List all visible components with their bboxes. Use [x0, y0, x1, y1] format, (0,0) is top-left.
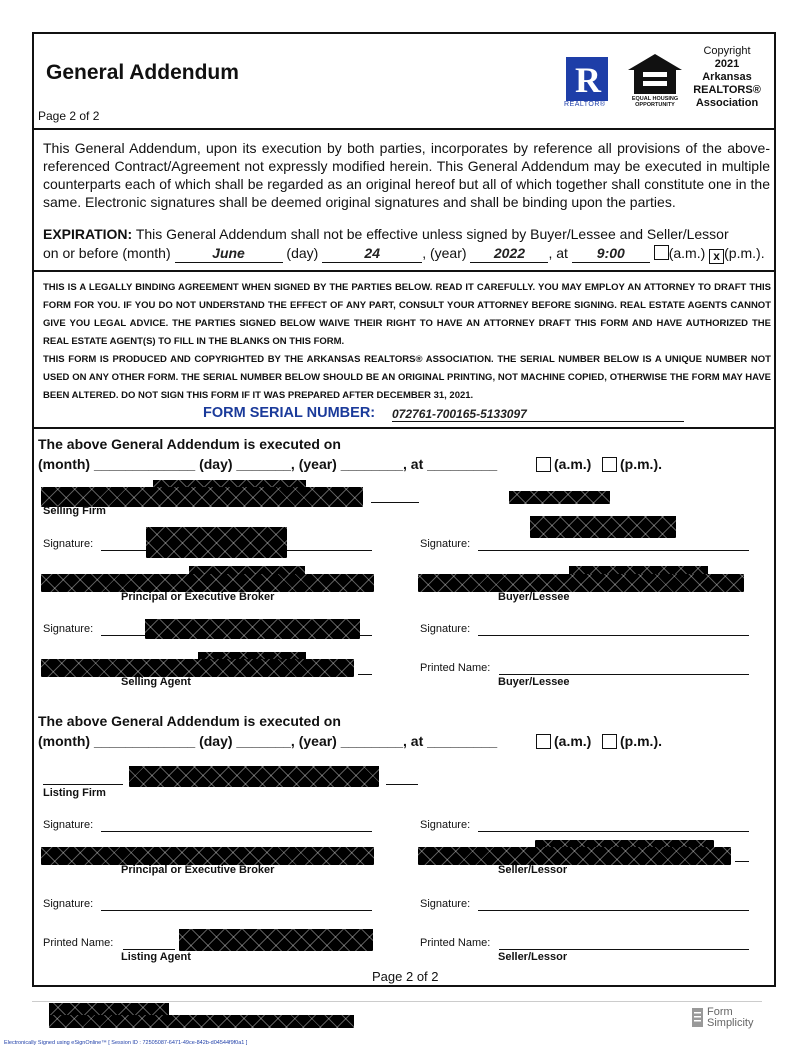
signature-line: [735, 861, 749, 862]
page-footer-label: Page 2 of 2: [372, 969, 439, 984]
copyright-year: 2021: [714, 58, 740, 70]
page-label: Page 2 of 2: [38, 109, 100, 123]
year-label: , (year): [422, 245, 467, 261]
exec2-pm-checkbox[interactable]: [602, 734, 617, 749]
printed-name-line[interactable]: [499, 674, 749, 675]
brand-line: Form: [707, 1006, 733, 1018]
printed-name-label: Printed Name:: [420, 662, 491, 674]
redaction: [530, 516, 676, 538]
printed-name-line[interactable]: [499, 949, 749, 950]
signature-label: Signature:: [420, 538, 471, 550]
expiration-text: on or before (month): [43, 245, 171, 261]
signature-line: [358, 674, 372, 675]
copyright-line: Copyright: [703, 45, 751, 57]
form-title: General Addendum: [46, 61, 239, 84]
exec1-pm-label: (p.m.).: [620, 456, 662, 472]
exec2-pm-label: (p.m.).: [620, 733, 662, 749]
am-label: (a.m.): [668, 245, 706, 261]
selling-agent-label: Selling Agent: [121, 676, 191, 688]
seller-lessor-label: Seller/Lessor: [498, 864, 568, 876]
exec-heading: The above General Addendum is executed on: [38, 436, 341, 452]
exec1-pm-checkbox[interactable]: [602, 457, 617, 472]
redaction: [146, 527, 287, 558]
redaction: [145, 619, 360, 639]
exec-date-line: (month) _____________ (day) _______, (year) ________, at _________: [38, 456, 498, 472]
realtor-logo: R: [566, 57, 608, 101]
redaction: [129, 766, 379, 787]
redaction: [41, 659, 354, 677]
serial-label: FORM SERIAL NUMBER:: [203, 405, 376, 421]
printed-name-line[interactable]: [123, 949, 175, 950]
signature-label: Signature:: [43, 623, 94, 635]
form-simplicity-brand: [707, 1007, 753, 1029]
legal-paragraph: THIS IS A LEGALLY BINDING AGREEMENT WHEN SIGNED BY THE PARTIES BELOW. READ IT CAREFULLY. YOU MAY EMPLOY AN ATTORNEY TO DRAFT THIS FORM FOR YOU. IF YOU DO NOT UNDERSTAND THE EFFECT OF ANY PART, CONSULT YOUR ATTORNEY BEFORE SIGNING. REAL ESTATE AGENTS CANNOT GIVE YOU LEGAL ADVICE. THE PARTIES SIGNED BELOW WAIVE THEIR RIGHT TO HAVE AN ATTORNEY DRAFT THIS FORM AND HAVE AUTHORIZED THE REAL ESTATE AGENT(S) TO FILL IN THE BLANKS ON THIS FORM.: [43, 282, 771, 347]
copyright-assoc: Association: [695, 97, 759, 109]
brand-line: Simplicity: [707, 1017, 754, 1029]
at-label: , at: [548, 245, 568, 261]
redaction: [49, 1015, 354, 1028]
divider: [32, 270, 776, 272]
addendum-paragraph: This General Addendum, upon its execution by both parties, incorporates by reference all provisions of the above-referenced Contract/Agreement not expressly modified herein. This General Addendum may be executed in multiple counterparts each of which shall be regarded as an original hereof but all of which together shall constitute one in the same. Electronic signatures shall be deemed original signatures and shall be binding upon the parties.: [43, 140, 770, 210]
selling-firm-label: Selling Firm: [43, 505, 106, 517]
expiration-text: This General Addendum shall not be effective unless signed by Buyer/Lessee and Seller/Lessor: [135, 226, 729, 242]
signature-line: [43, 784, 123, 785]
signature-line[interactable]: [101, 910, 372, 911]
signature-label: Signature:: [420, 819, 471, 831]
printed-name-label: Printed Name:: [43, 937, 114, 949]
expiration-month-field[interactable]: June: [175, 246, 283, 263]
realtor-logo-caption: REALTOR®: [564, 101, 606, 108]
signature-label: Signature:: [43, 898, 94, 910]
expiration-year-field[interactable]: 2022: [470, 246, 548, 263]
divider: [32, 128, 776, 130]
day-label: (day): [286, 245, 319, 261]
exec-heading: The above General Addendum is executed on: [38, 713, 341, 729]
pm-checkbox[interactable]: x: [709, 249, 724, 264]
exec2-am-label: (a.m.): [554, 733, 592, 749]
principal-broker-label: Principal or Executive Broker: [121, 591, 275, 603]
signature-label: Signature:: [420, 623, 471, 635]
redaction: [418, 574, 744, 592]
signature-line[interactable]: [478, 831, 749, 832]
redaction: [41, 487, 363, 507]
footer-divider: [32, 1001, 762, 1002]
printed-name-label: Printed Name:: [420, 937, 491, 949]
buyer-lessee-label: Buyer/Lessee: [498, 676, 570, 688]
equal-housing-caption: EQUAL HOUSING OPPORTUNITY: [631, 96, 679, 108]
am-checkbox[interactable]: [654, 245, 669, 260]
exec2-am-checkbox[interactable]: [536, 734, 551, 749]
esign-notice: Electronically Signed using eSignOnline™ [ Session ID : 72505087-6471-49ce-842b-d04544f9f0a1 ]: [4, 1040, 248, 1046]
redaction: [509, 491, 610, 504]
listing-firm-label: Listing Firm: [43, 787, 106, 799]
expiration-block: [43, 225, 770, 264]
copyright-org: REALTORS®: [693, 84, 761, 96]
redaction: [41, 847, 374, 865]
divider: [32, 427, 776, 429]
copyright-block: [690, 45, 764, 110]
pm-label: (p.m.).: [724, 245, 765, 261]
document-icon: [692, 1008, 704, 1028]
signature-line[interactable]: [101, 831, 372, 832]
buyer-lessee-label: Buyer/Lessee: [498, 591, 570, 603]
listing-agent-label: Listing Agent: [121, 951, 191, 963]
serial-number: 072761-700165-5133097: [392, 407, 684, 422]
expiration-time-field[interactable]: 9:00: [572, 246, 650, 263]
signature-line[interactable]: [478, 635, 749, 636]
signature-line[interactable]: [478, 550, 749, 551]
expiration-day-field[interactable]: 24: [322, 246, 422, 263]
signature-line: [386, 784, 418, 785]
legal-notice: [43, 279, 771, 405]
equal-housing-icon: [626, 52, 684, 96]
principal-broker-label: Principal or Executive Broker: [121, 864, 275, 876]
signature-label: Signature:: [420, 898, 471, 910]
redaction: [179, 929, 373, 951]
redaction: [41, 574, 374, 592]
exec1-am-label: (a.m.): [554, 456, 592, 472]
redaction: [418, 847, 731, 865]
signature-line: [371, 502, 419, 503]
exec1-am-checkbox[interactable]: [536, 457, 551, 472]
signature-line[interactable]: [478, 910, 749, 911]
signature-label: Signature:: [43, 538, 94, 550]
expiration-label: EXPIRATION:: [43, 226, 133, 242]
legal-paragraph: THIS FORM IS PRODUCED AND COPYRIGHTED BY THE ARKANSAS REALTORS® ASSOCIATION. THE SERIAL NUMBER BELOW IS A UNIQUE NUMBER NOT USED ON ANY OTHER FORM. THE SERIAL NUMBER BELOW SHOULD BE AN ORIGINAL PRINTING, NOT MACHINE COPIED, OTHERWISE THE FORM MAY HAVE BEEN ALTERED. DO NOT SIGN THIS FORM IF IT WAS PREPARED AFTER DECEMBER 31, 2021.: [43, 354, 771, 401]
seller-lessor-label: Seller/Lessor: [498, 951, 568, 963]
exec-date-line: (month) _____________ (day) _______, (year) ________, at _________: [38, 733, 498, 749]
copyright-state: Arkansas: [702, 71, 752, 83]
signature-label: Signature:: [43, 819, 94, 831]
